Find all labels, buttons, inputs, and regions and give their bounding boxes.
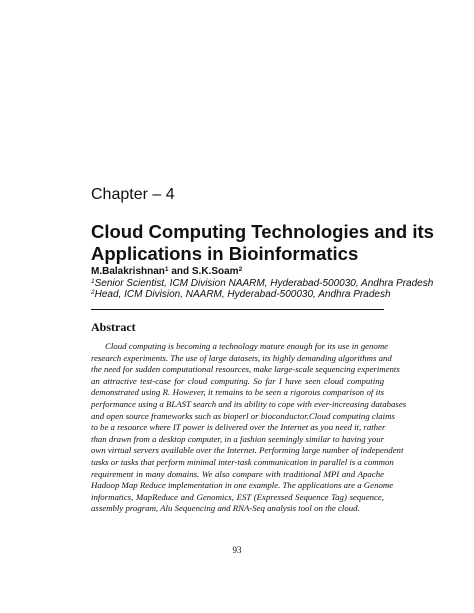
- abstract-line: research experiments. The use of large datasets, its highly demanding algorithms and: [91, 352, 392, 363]
- author-name: S.K.Soam: [191, 266, 239, 277]
- chapter-title: [91, 221, 434, 265]
- affiliation-text: Senior Scientist, ICM Division NAARM, Hyderabad-500030, Andhra Pradesh: [94, 277, 434, 289]
- abstract-line: to be a resource where IT power is delivered over the Internet as you need it, rather: [91, 422, 386, 433]
- abstract-line: Cloud computing is becoming a technology mature enough for its use in genome: [105, 341, 389, 351]
- abstract-line: and open source frameworks such as bioperl or bioconductor.Cloud computing claims: [91, 410, 395, 421]
- abstract-line: assembly program, Alu Sequencing and RNA-Seq analysis tool on the cloud.: [91, 503, 360, 514]
- abstract-heading: Abstract: [91, 320, 136, 334]
- author-joiner: and: [168, 266, 192, 277]
- affiliation-mark: 1: [164, 266, 169, 273]
- abstract-line: the need for sudden computational resources, make large-scale sequencing experiments: [91, 364, 400, 375]
- affiliation-mark: 2: [91, 289, 95, 296]
- chapter-label: Chapter – 4: [91, 186, 175, 203]
- abstract-line: informatics, MapReduce and Genomics, EST (Expressed Sequence Tag) sequence,: [91, 491, 384, 502]
- abstract-line: performance using a BLAST search and its ability to cope with ever-increasing databases: [91, 398, 407, 409]
- abstract-line: demonstrated using R. However, it remains to be seen a rigorous comparison of its: [91, 387, 384, 398]
- abstract-line: requirement in many domains. We also compare with traditional MPI and Apache: [91, 468, 384, 479]
- affiliation-line: [91, 289, 433, 301]
- abstract-line: Hadoop Map Reduce implementation in one example. The applications are a Genome: [91, 480, 394, 491]
- author-names: [91, 266, 433, 278]
- abstract-divider: [91, 309, 384, 310]
- affiliation-mark: 2: [238, 266, 243, 273]
- affiliation-line: [91, 278, 433, 290]
- abstract-line: than drawn from a desktop computer, in a fashion seemingly similar to having your: [91, 433, 384, 444]
- abstract-body: [91, 341, 407, 515]
- affiliation-mark: 1: [91, 277, 95, 285]
- chapter-title-line: Applications in Bioinformatics: [91, 243, 359, 264]
- abstract-line: own virtual servers available over the Internet. Performing large number of independent: [91, 445, 404, 456]
- author-block: [91, 266, 433, 301]
- abstract-line: an attractive test-case for cloud computing. So far I have seen cloud computing: [91, 375, 384, 386]
- page-number: 93: [232, 545, 242, 555]
- author-name: M.Balakrishnan: [91, 266, 165, 277]
- affiliation-text: Head, ICM Division, NAARM, Hyderabad-500030, Andhra Pradesh: [94, 289, 391, 300]
- chapter-title-line: Cloud Computing Technologies and its: [91, 221, 434, 242]
- abstract-line: tasks or tasks that perform minimal inter-task communication in parallel is a common: [91, 456, 394, 467]
